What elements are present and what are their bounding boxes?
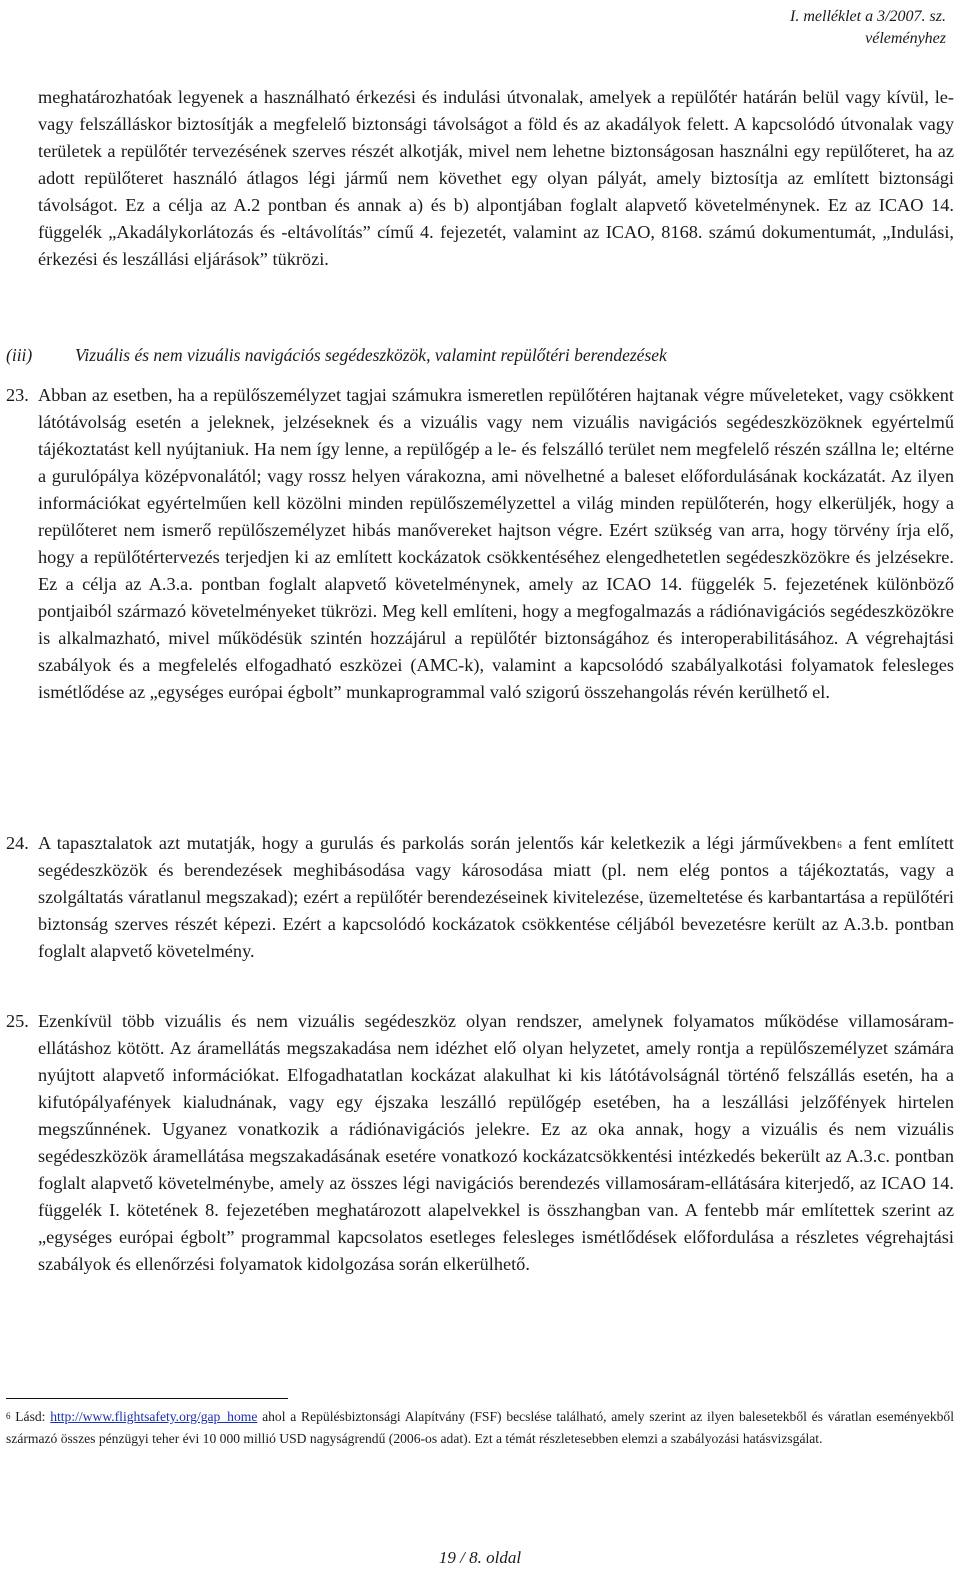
footnote-prefix: Lásd:	[10, 1409, 51, 1424]
page-number: 19 / 8. oldal	[438, 1548, 522, 1567]
paragraph-body: Ezenkívül több vizuális és nem vizuális segédeszköz olyan rendszer, amelynek folyamatos működése villamosáram-ellátáshoz kötött. Az áramellátás megszakadása nem idézhet elő olyan helyzetet, amely rontja a repülőszemélyzet számára nyújtott alapvető információkat. Elfogadhatatlan kockázat alakulhat ki kis látótávolságnál történő felszállás esetén, ha a kifutópályafények kialudnának, vagy egy éjszaka leszálló repülőgép esetében, ha a leszállási jelzőfények hirtelen megszűnnének. Ugyanez vonatkozik a rádiónavigációs jelekre. Ez az oka annak, hogy a vizuális és nem vizuális segédeszközök áramellátása megszakadásának esetére vonatkozó kockázatcsökkentési intézkedés bekerült az A.3.c. pontban foglalt alapvető követelménybe, amely az összes légi navigációs berendezés villamosáram-ellátására kiterjedő, az ICAO 14. függelék I. kötetének 8. fejezetében meghatározott alapelvekkel is összhangban van. A fentebb már említettek szerint az „egységes európai égbolt” programmal kapcsolatos esetleges felesleges ismétlődések előfordulása a részletes végrehajtási szabályok és ellenőrzési folyamatok kidolgozása során elkerülhető.	[38, 1011, 954, 1274]
footnote-number: 6	[6, 1411, 11, 1421]
header-line-2: véleményhez	[865, 30, 946, 47]
paragraph-body	[38, 830, 954, 965]
paragraph-24	[6, 830, 954, 965]
paragraph-number: 23.	[6, 385, 29, 405]
paragraph-text-before-ref: A tapasztalatok azt mutatják, hogy a gurulás és parkolás során jelentős kár keletkezik a légi járművekben	[38, 833, 837, 853]
subheading-number: (iii)	[6, 345, 33, 365]
subheading-title: Vizuális és nem vizuális navigációs segédeszközök, valamint repülőtéri berendezések	[75, 345, 667, 365]
paragraph-text-after-ref: a fent említett segédeszközök és berendezések meghibásodása vagy károsodása miatt (pl. nem elég pontos a tájékoztatás, vagy a szolgáltatás váratlanul megszakad); ezért a repülőtér berendezéseinek kivitelezése, üzemeltetése és karbantartása a repülőtéri biztonság szerves részét képezi. Ezért a kapcsolódó kockázatok csökkentése céljából bevezetésre került az A.3.b. pontban foglalt alapvető követelmény.	[38, 833, 954, 961]
footnote-link[interactable]: http://www.flightsafety.org/gap_home	[50, 1409, 258, 1424]
footnote	[6, 1406, 954, 1449]
paragraph-25	[6, 1008, 954, 1278]
footnote-reference[interactable]: 6	[837, 840, 842, 850]
footnote-separator	[6, 1398, 288, 1399]
paragraph-number: 24.	[6, 833, 29, 853]
header-line-1: I. melléklet a 3/2007. sz.	[790, 8, 946, 25]
footnote-text: ahol a Repülésbiztonsági Alapítvány (FSF) becslése található, amely szerint az ilyen balesetekből és váratlan eseményekből származó összes pénzügyi teher évi 10 000 millió USD nagyságrendű (2006-os adat). Ezt a témát részletesebben elemzi a szabályozási hatásvizsgálat.	[6, 1409, 954, 1446]
page-header	[706, 6, 946, 50]
paragraph-23	[6, 382, 954, 706]
paragraph-body: Abban az esetben, ha a repülőszemélyzet tagjai számukra ismeretlen repülőtéren hajtanak végre műveleteket, vagy csökkent látótávolság esetén a jeleknek, jelzéseknek és a vizuális vagy nem vizuális navigációs segédeszközöknek egyértelmű tájékoztatást kell nyújtaniuk. Ha nem így lenne, a repülőgép a le- és felszálló terület nem megfelelő részén szállna le; eltérne a gurulópálya középvonalától; vagy rossz helyen várakozna, ami növelhetné a baleset előfordulásának kockázatát. Az ilyen információkat egyértelműen kell közölni minden repülőszemélyzettel a világ minden repülőterén, hogy elkerüljék, hogy a repülőteret nem ismerő repülőszemélyzet hibás manővereket hajtson végre. Ezért szükség van arra, hogy törvény írja elő, hogy a repülőtértervezés terjedjen ki az említett kockázatok csökkentéséhez elengedhetetlen segédeszközökre és jelzésekre. Ez a célja az A.3.a. pontban foglalt alapvető követelménynek, amely az ICAO 14. függelék 5. fejezetének különböző pontjaiból származó követelményeket tükrözi. Meg kell említeni, hogy a megfogalmazás a rádiónavigációs segédeszközökre is alkalmazható, mivel működésük szintén hozzájárul a repülőtér biztonságához és interoperabilitásához. A végrehajtási szabályok és a megfelelés elfogadható eszközei (AMC-k), valamint a kapcsolódó szabályalkotási folyamatok felesleges ismétlődése az „egységes európai égbolt” munkaprogrammal való szigorú összehangolás révén kerülhető el.	[38, 385, 954, 702]
continuation-paragraph: meghatározhatóak legyenek a használható érkezési és indulási útvonalak, amelyek a repülőtér határán belül vagy kívül, le- vagy felszálláskor biztosítják a megfelelő biztonsági távolságot a föld és az akadályok felett. A kapcsolódó útvonalak vagy területek a repülőtér tervezésének szerves részét alkotják, mivel nem lehetne biztonságosan használni egy repülőteret, ha az adott repülőteret használó átlagos légi jármű nem követhet egy olyan pályát, amely biztosítja az említett biztonsági távolságot. Ez a célja az A.2 pontban és annak a) és b) alpontjában foglalt alapvető követelménynek. Ez az ICAO 14. függelék „Akadálykorlátozás és -eltávolítás” című 4. fejezetét, valamint az ICAO, 8168. számú dokumentumát, „Indulási, érkezési és leszállási eljárások” tükrözi.	[38, 87, 954, 269]
paragraph-number: 25.	[6, 1011, 29, 1031]
